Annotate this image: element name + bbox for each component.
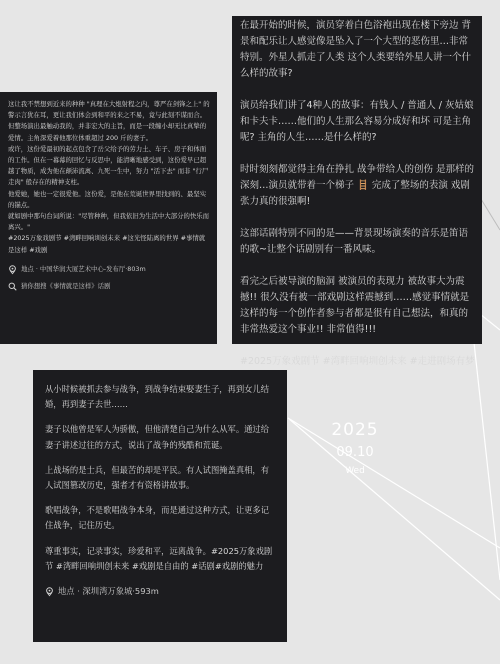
location-tag[interactable] [45, 584, 277, 599]
search-suggestion[interactable] [8, 281, 211, 292]
date-year: 2025 [331, 420, 379, 440]
location-pin-icon [45, 587, 54, 596]
note-paragraph: 时时刻刻都觉得主角在挣扎 战争带给人的创伤 是那样的深刻…演员就带着一个梯子 🪜 完成了整场的表演 戏剧张力真的很强啊! [240, 164, 475, 207]
note-body: 这让我不禁想到近来的种种 "真理在大炮射程之内，尊严在剑锋之上" 的警示言犹在耳，更让我们体会到和平的来之不易，竟与此刻不谋而合。 但整场演出最触动我的，并非宏大的主旨，而是一段缠小却无比真挚的爱情。主角深爱着他那位体重超过 200 斤的妻子。 或许，这份爱最初的起点包含了岳父给予的劳力土、车子、房子和体面的工作。但在一幕幕的回忆与反思中，能清晰地感受到，这份爱早已超越了物质，成为他在颠沛流离、九死一生中，努力 "活下去" 而非 "行尸走肉" 般存在的精神支柱。 他爱她，她也一定很爱他。这份爱，是他在荒诞世界里找到的、最坚实的锚点。 就如剧中那句台词所说："尽管种种，但我依旧为生活中大部分的快乐而离兴。" #2025万象戏剧节 #湾畔回响圳创未来 #这光怪陆离的世界 #事情就是这样 #戏剧 [8, 100, 210, 254]
note-paragraph: 尊重事实，记录事实，珍爱和平，远离战争。#2025万象戏剧节 #湾畔回响圳创未来 #戏剧是自由的 #话剧#戏剧的魅力 [45, 545, 273, 571]
location-text: 地点 · 深圳湾万象城·593m [58, 586, 159, 597]
note-paragraph: 看完之后被导演的脑洞 被演员的表现力 被故事大为震撼!! 很久没有被一部戏剧这样震撼到……感觉事情就是这样的每一个创作者参与者都是很有自己想法，和真的非常热爱这个事业!! 非常值得!!! [240, 276, 470, 335]
note-paragraph: 妻子以他曾是军人为骄傲，但他清楚自己为什么从军。通过给妻子讲述过往的方式，说出了战争的残酷和荒诞。 [45, 424, 270, 450]
search-icon [8, 282, 17, 291]
note-paragraph: 演员给我们讲了4种人的故事：有钱人 / 普通人 / 灰姑娘和卡夫卡……他们的人生那么容易分成好和坏 可是主角呢? 主角的人生……是什么样的? [240, 100, 474, 143]
location-text: 地点 · 中国华润大厦艺术中心-发布厅·803m [21, 264, 146, 273]
date-weekday: Wed [345, 466, 365, 476]
note-paragraph: 在最开始的时候，演员穿着白色浴袍出现在楼下旁边 背景和配乐让人感觉像是坠入了一个大型的恶伤里…非常特别。外星人抓走了人类 这个人类要给外星人讲一个什么样的故事? [240, 20, 472, 79]
note-paragraph: 从小时候被抓去参与战争，到战争结束娶妻生子，再到女儿结婚，再到妻子去世…… [45, 384, 270, 410]
date-stamp [318, 419, 392, 478]
hashtags[interactable]: #2025万象戏剧节 #湾畔回响圳创未来 #走进剧场有梦 [240, 356, 475, 367]
location-tag[interactable] [8, 264, 211, 275]
note-paragraph: 这部话剧特别不同的是——背景现场演奏的音乐是笛语的歌~让整个话剧别有一番风味。 [240, 228, 469, 255]
note-card-right[interactable] [232, 16, 482, 367]
location-pin-icon [8, 265, 17, 274]
note-paragraph: 上战场的是士兵，但最苦的却是平民。有人试图掩盖真相，有人试图篡改历史，强者才有资格讲故事。 [45, 464, 270, 491]
note-card-left[interactable] [0, 92, 217, 344]
note-paragraph: 歌唱战争，不是歌唱战争本身，而是通过这种方式，让更多记住战争，记住历史。 [45, 505, 270, 531]
date-month-day: 09.10 [336, 445, 374, 460]
note-card-bottom[interactable] [33, 370, 287, 642]
search-suggestion-text: 猜你想搜《事情就是这样》话剧 [21, 282, 111, 291]
